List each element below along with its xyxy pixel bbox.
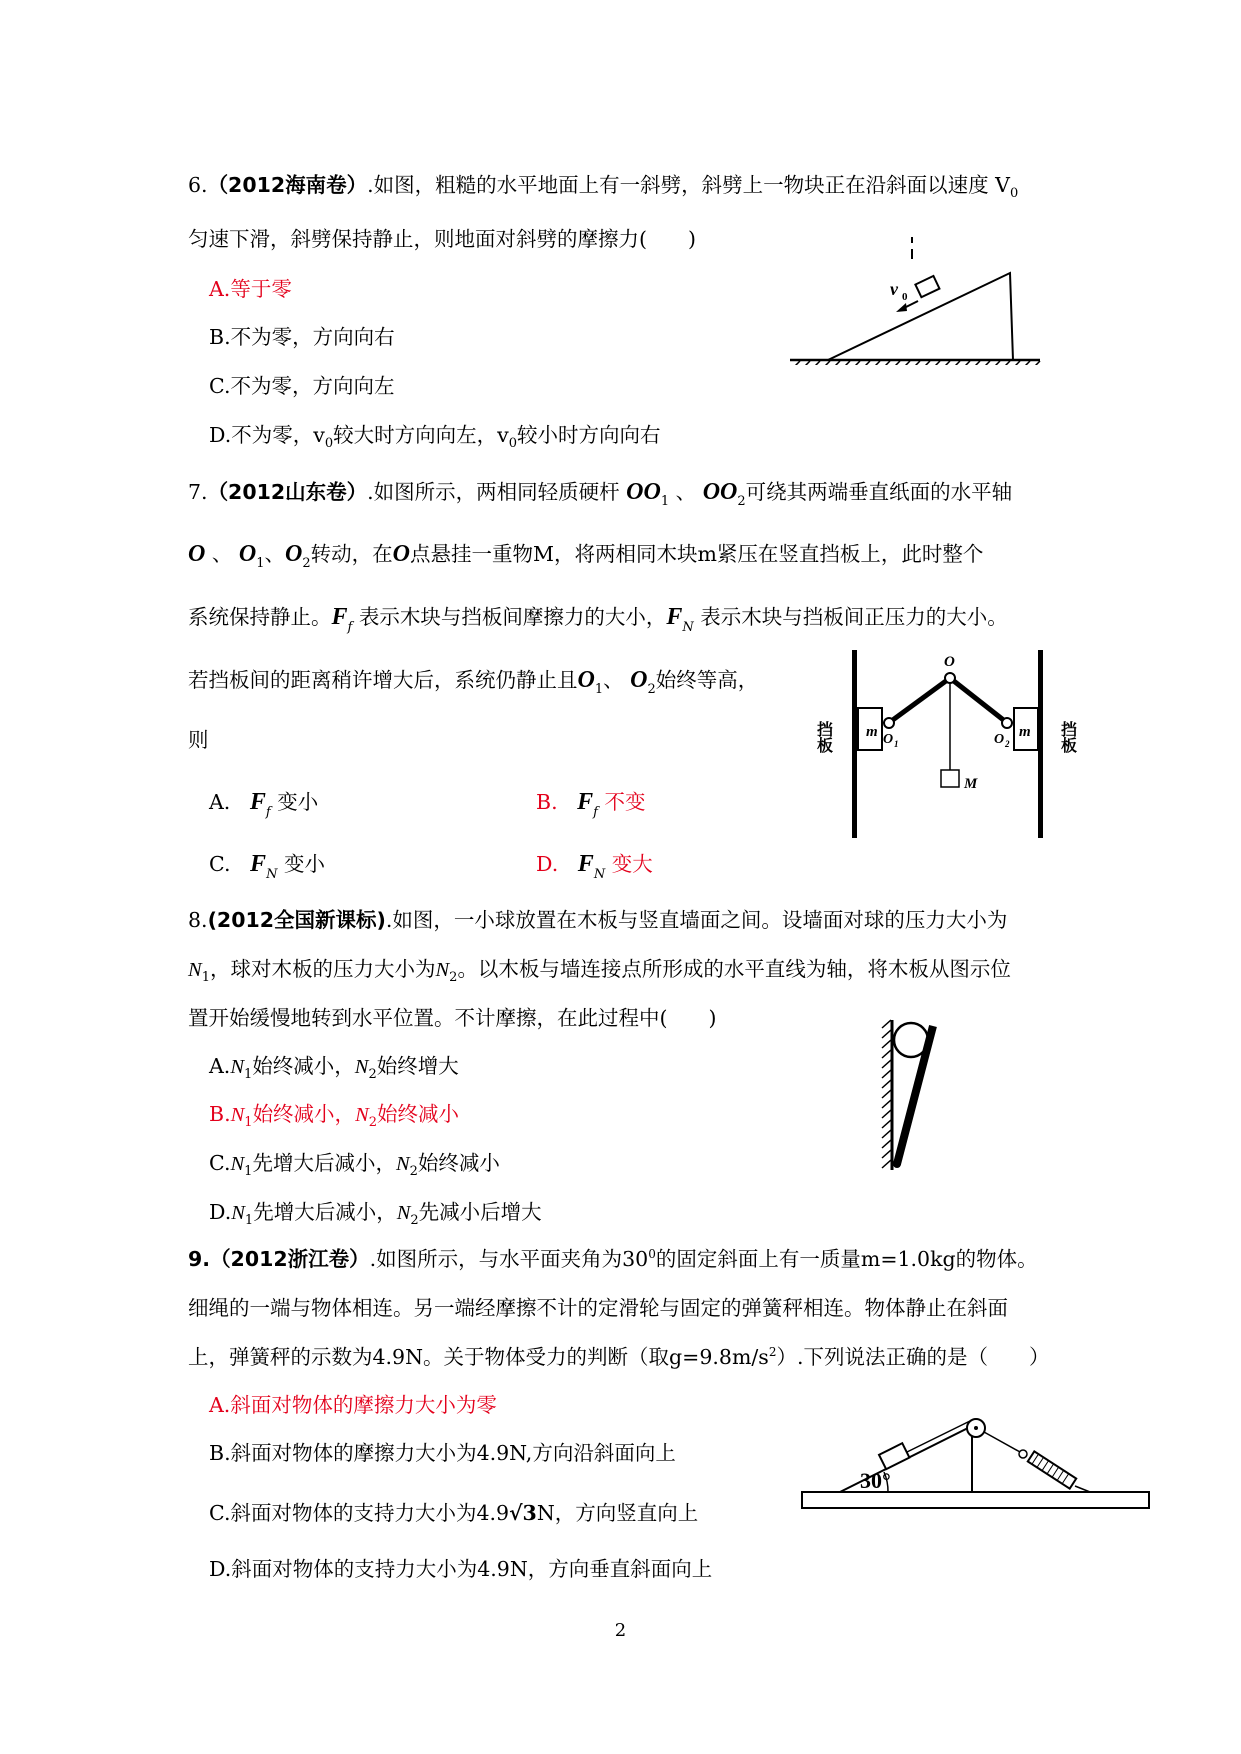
q7-source: （2012山东卷） (207, 480, 368, 504)
svg-text:1: 1 (894, 739, 899, 749)
q6-wedge-figure (790, 235, 1050, 365)
q6-option-c: C.不为零，方向向左 (209, 374, 395, 398)
q7-left-board-label: 挡板 (814, 721, 834, 753)
q9-option-c: C.斜面对物体的支持力大小为4.9√3N，方向竖直向上 (209, 1501, 699, 1525)
page-number: 2 (614, 1620, 627, 1641)
q6-v0-label: v (890, 279, 898, 299)
q6-option-a: A.等于零 (209, 277, 292, 301)
q9-option-b: B.斜面对物体的摩擦力大小为4.9N,方向沿斜面向上 (209, 1441, 676, 1465)
q8-option-b: $B.N_1$始终减小，$N_2$始终减小 (209, 1102, 460, 1130)
svg-text:O: O (944, 654, 955, 670)
q9-incline-figure (800, 1418, 1155, 1518)
q6-number: 6. (188, 173, 208, 197)
svg-text:M: M (964, 776, 978, 792)
q6-stem-2: 匀速下滑，斜劈保持静止，则地面对斜劈的摩擦力( ) (188, 227, 696, 251)
svg-text:0: 0 (902, 291, 908, 303)
q9-line2: 细绳的一端与物体相连。另一端经摩擦不计的定滑轮与固定的弹簧秤相连。物体静止在斜面 (188, 1296, 1008, 1320)
q9-option-d: D.斜面对物体的支持力大小为4.9N，方向垂直斜面向上 (209, 1557, 713, 1581)
q6-line2 (188, 225, 696, 253)
q7-line3: 系统保持静止。$F_f$ 表示木块与挡板间摩擦力的大小，$F_N$ 表示木块与挡板间正压力的大小。 (188, 604, 1008, 635)
q8-option-d: $D.N_1$先增大后减小，$N_2$先减小后增大 (209, 1200, 542, 1228)
q7-line4: 若挡板间的距离稍许增大后，系统仍静止且$O_1$、 $O_2$始终等高， (188, 667, 759, 697)
svg-text:m: m (866, 724, 878, 740)
svg-text:m: m (1019, 724, 1031, 740)
q6-option-d: D.不为零，$v_0$较大时方向向左，$v_0$较小时方向向右 (209, 423, 661, 451)
q7-option-c: C. $F_N$ 变小 (209, 851, 325, 882)
q8-option-a: $A.N_1$始终减小，$N_2$始终增大 (209, 1054, 459, 1082)
q6-stem-1: .如图，粗糙的水平地面上有一斜劈，斜劈上一物块正在沿斜面以速度 V (367, 173, 1010, 197)
q6-source: （2012海南卷） (207, 173, 368, 197)
q6-option-b: B.不为零，方向向右 (209, 325, 395, 349)
q7-right-board-label: 挡板 (1058, 721, 1078, 753)
q8-line3: 置开始缓慢地转到水平位置。不计摩擦，在此过程中( ) (188, 1006, 717, 1030)
q8-ball-wall-figure (880, 1018, 960, 1173)
q6-line1 (188, 171, 1018, 203)
q8-option-c: $C.N_1$先增大后减小，$N_2$始终减小 (209, 1151, 500, 1179)
svg-text:O: O (994, 732, 1005, 747)
q7-line2: O 、 $O_1$、$O_2$转动，在O点悬挂一重物M，将两相同木块m紧压在竖直挡板上，此时整个 (188, 541, 984, 571)
svg-text:2: 2 (1005, 739, 1010, 749)
q9-source: （2012浙江卷） (210, 1247, 370, 1271)
q7-line1: 7.（2012山东卷）.如图所示，两相同轻质硬杆 $OO_1$ 、 $OO_2$可绕其两端垂直纸面的水平轴 (188, 479, 1013, 509)
q9-angle-label: 30° (860, 1468, 891, 1493)
q6-stem-sub: 0 (1009, 186, 1019, 201)
q8-line2: $N_1$，球对木板的压力大小为$N_2$。以木板与墙连接点所形成的水平直线为轴，将木板从图示位 (188, 957, 1011, 985)
q7-option-b: B. $F_f$ 不变 (536, 789, 646, 820)
q7-rods-figure (810, 648, 1100, 843)
svg-text:O: O (883, 732, 894, 747)
q7-line5: 则 (188, 728, 209, 752)
q8-line1: 8.(2012全国新课标).如图，一小球放置在木板与竖直墙面之间。设墙面对球的压力大小为 (188, 908, 1008, 932)
q9-option-a: A.斜面对物体的摩擦力大小为零 (209, 1393, 497, 1417)
q8-source: (2012全国新课标) (207, 908, 386, 932)
q7-option-a: A. $F_f$ 变小 (209, 789, 319, 820)
q7-option-d: D. $F_N$ 变大 (536, 851, 653, 882)
q9-line3: 上，弹簧秤的示数为4.9N。关于物体受力的判断（取$g=9.8m/s^2$）.下列说法正确的是（ ） (188, 1345, 1050, 1369)
q9-line1: 9.（2012浙江卷）.如图所示，与水平面夹角为$30^0$的固定斜面上有一质量m=1.0kg的物体。 (188, 1247, 1038, 1271)
